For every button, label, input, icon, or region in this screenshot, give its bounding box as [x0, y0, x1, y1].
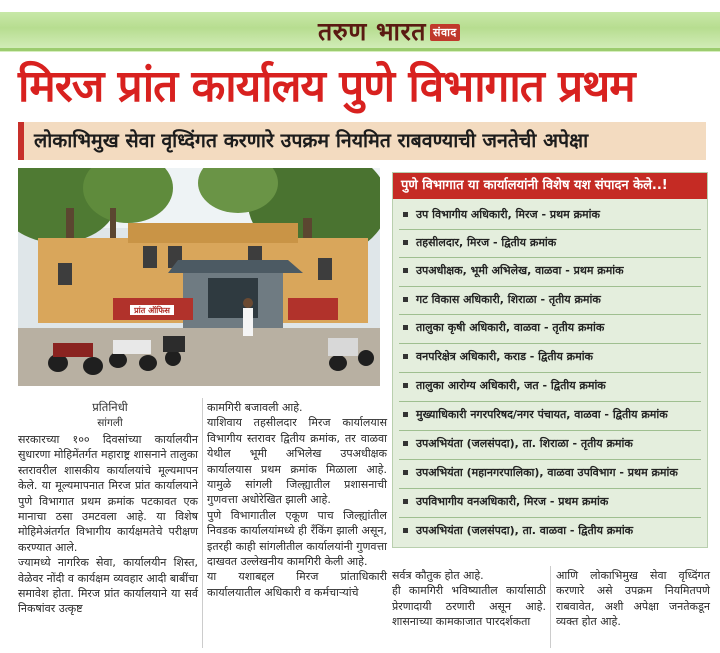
column-rule: [550, 566, 551, 648]
sidebar-divider: [399, 401, 701, 402]
bullet-icon: [403, 354, 408, 359]
bullet-icon: [403, 240, 408, 245]
subheadline: लोकाभिमुख सेवा वृध्दिंगत करणारे उपक्रम नियमित राबवण्याची जनतेची अपेक्षा: [18, 122, 706, 160]
sidebar-list-item: वनपरिक्षेत्र अधिकारी, कराड - द्वितीय क्रमांक: [400, 347, 700, 367]
sidebar-title: पुणे विभागात या कार्यालयांनी विशेष यश संपादन केले..!: [393, 173, 707, 199]
sidebar-list-item: उपअधीक्षक, भूमी अभिलेख, वाळवा - प्रथम क्रमांक: [400, 261, 700, 281]
office-photo: [18, 168, 380, 386]
bullet-icon: [403, 297, 408, 302]
achievement-sidebar: [392, 172, 708, 548]
bullet-icon: [403, 325, 408, 330]
article-column-1: सरकारच्या १०० दिवसांच्या कार्यालयीन सुधारणा मोहिमेंतर्गत महाराष्ट्र शासनाने तालुका स्तरावरील शासकीय कार्यालयांचे मूल्यमापन केले. या मूल्यमापनात मिरज प्रांत कार्यालयाने पुणे विभागात प्रथम क्रमांक पटकावत एक मानाचा ठसा उमटवला आहे. या विशेष मोहिमेअंतर्गत विभागीय कार्यक्षमतेचे परीक्षण करण्यात आले. ज्यामध्ये नागरिक सेवा, कार्यालयीन शिस्त, वेळेवर नोंदी व कार्यक्षम व्यवहार आदी बाबींचा समावेश होता. मिरज प्रांत कार्यालयाने या सर्व निकषांवर उत्कृष्ट: [18, 433, 198, 616]
article-column-4: आणि लोकाभिमुख सेवा वृध्दिंगत करणारे असे उपक्रम नियमितपणे राबवावेत, अशी अपेक्षा जनतेकडून व्यक्त होत आहे.: [556, 569, 710, 629]
sidebar-divider: [399, 372, 701, 373]
sidebar-list-item: मुख्याधिकारी नगरपरिषद/नगर पंचायत, वाळवा - द्वितीय क्रमांक: [400, 405, 700, 425]
bullet-icon: [403, 383, 408, 388]
sidebar-list-item: उपअभियंता (महानगरपालिका), वाळवा उपविभाग - प्रथम क्रमांक: [400, 463, 700, 483]
office-photo-illustration: [18, 168, 380, 386]
sidebar-list-item: उपअभियंता (जलसंपदा), ता. वाळवा - द्वितीय क्रमांक: [400, 521, 700, 541]
bullet-icon: [403, 441, 408, 446]
sidebar-list-item: गट विकास अधिकारी, शिराळा - तृतीय क्रमांक: [400, 290, 700, 310]
sidebar-list-item: उपविभागीय वनअधिकारी, मिरज - प्रथम क्रमांक: [400, 492, 700, 512]
newspaper-logo: [318, 14, 518, 48]
bullet-icon: [403, 528, 408, 533]
sidebar-divider: [399, 286, 701, 287]
sidebar-list-item: तालुका आरोग्य अधिकारी, जत - द्वितीय क्रमांक: [400, 376, 700, 396]
sidebar-divider: [399, 459, 701, 460]
sidebar-divider: [399, 343, 701, 344]
sidebar-list-item: उपअभियंता (जलसंपदा), ता. शिराळा - तृतीय क्रमांक: [400, 434, 700, 454]
sidebar-list-item: तालुका कृषी अधिकारी, वाळवा - तृतीय क्रमांक: [400, 318, 700, 338]
article-column-3: सर्वत्र कौतुक होत आहे. ही कामगिरी भविष्यातील कार्यासाठी प्रेरणादायी ठरणारी असून आहे. शासनाच्या कामकाजात पारदर्शकता: [392, 569, 546, 629]
masthead-rule: [0, 48, 720, 51]
bullet-icon: [403, 470, 408, 475]
byline: प्रतिनिधी: [92, 400, 128, 414]
sidebar-list-item: उप विभागीय अधिकारी, मिरज - प्रथम क्रमांक: [400, 205, 700, 225]
bullet-icon: [403, 499, 408, 504]
sidebar-divider: [399, 488, 701, 489]
article-column-2: कामगिरी बजावली आहे. याशिवाय तहसीलदार मिरज कार्यालयास विभागीय स्तरावर द्वितीय क्रमांक, तर वाळवा येथील भूमी अभिलेख उपअधीक्षक कार्यालयास प्रथम क्रमांक मिळाला आहे. यामुळे सांगली जिल्ह्यातील प्रशासनाची गुणवत्ता अधोरेखित झाली आहे. पुणे विभागातील एकूण पाच जिल्ह्यांतील निवडक कार्यालयांमध्ये ही रँकिंग झाली असून, इतरही काही सांगलीतील कार्यालयांनी गुणवत्ता दाखवत उल्लेखनीय कामगिरी केली आहे. या यशाबद्दल मिरज प्रांताधिकारी कार्यालयातील अधिकारी व कर्मचाऱ्यांचे: [207, 401, 387, 599]
brand-name: तरुण भारत: [318, 17, 427, 46]
sidebar-divider: [399, 229, 701, 230]
dateline-place: सांगली: [97, 417, 123, 429]
sidebar-divider: [399, 257, 701, 258]
sidebar-divider: [399, 430, 701, 431]
bullet-icon: [403, 268, 408, 273]
bullet-icon: [403, 212, 408, 217]
headline: मिरज प्रांत कार्यालय पुणे विभागात प्रथम: [18, 61, 635, 112]
office-signboard: प्रांत ऑफिस: [134, 306, 170, 315]
sidebar-divider: [399, 314, 701, 315]
column-rule: [202, 398, 203, 648]
sidebar-divider: [399, 517, 701, 518]
brand-tag: संवाद: [430, 24, 460, 41]
sidebar-list-item: तहसीलदार, मिरज - द्वितीय क्रमांक: [400, 233, 700, 253]
bullet-icon: [403, 412, 408, 417]
